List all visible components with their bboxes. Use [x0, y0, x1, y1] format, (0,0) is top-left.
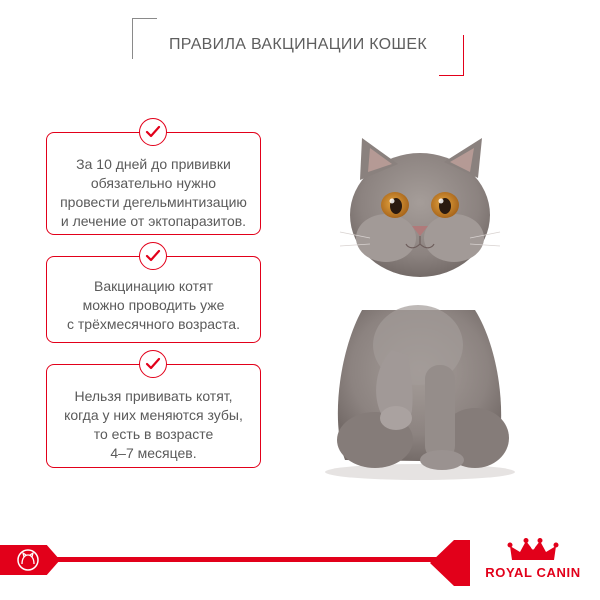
page-title: ПРАВИЛА ВАКЦИНАЦИИ КОШЕК	[169, 36, 427, 53]
card-3-line-1: Нельзя прививать котят,	[74, 388, 233, 404]
card-3-line-3: то есть в возрасте	[93, 426, 214, 442]
card-2-line-2: можно проводить уже	[82, 297, 225, 313]
card-2-line-1: Вакцинацию котят	[94, 278, 213, 294]
checkmark-icon	[139, 242, 167, 270]
card-3-line-4: 4–7 месяцев.	[110, 445, 197, 461]
card-1-line-1: За 10 дней до прививки	[76, 156, 231, 172]
info-card-1-text	[53, 155, 254, 231]
title-frame	[132, 18, 464, 76]
info-card-1	[46, 132, 261, 235]
card-1-line-2: обязательно нужно	[90, 175, 217, 191]
info-card-3	[46, 364, 261, 468]
ribbon-line	[0, 557, 462, 562]
cat-dog-icon	[12, 548, 44, 572]
brand-name: ROYAL CANIN	[485, 565, 581, 580]
info-card-2-text	[53, 277, 254, 334]
card-2-line-3: с трёхмесячного возраста.	[67, 316, 240, 332]
info-card-3-text	[53, 387, 254, 463]
checkmark-icon	[139, 350, 167, 378]
kitten-image	[300, 120, 530, 490]
brand-logo	[478, 538, 588, 588]
card-3-line-2: когда у них меняются зубы,	[64, 407, 243, 423]
crown-icon	[506, 538, 560, 564]
checkmark-icon	[139, 118, 167, 146]
card-1-line-4: и лечение от эктопаразитов.	[60, 213, 247, 229]
ribbon-right-tab	[430, 540, 470, 586]
card-1-line-3: провести дегельминтизацию	[60, 194, 247, 210]
